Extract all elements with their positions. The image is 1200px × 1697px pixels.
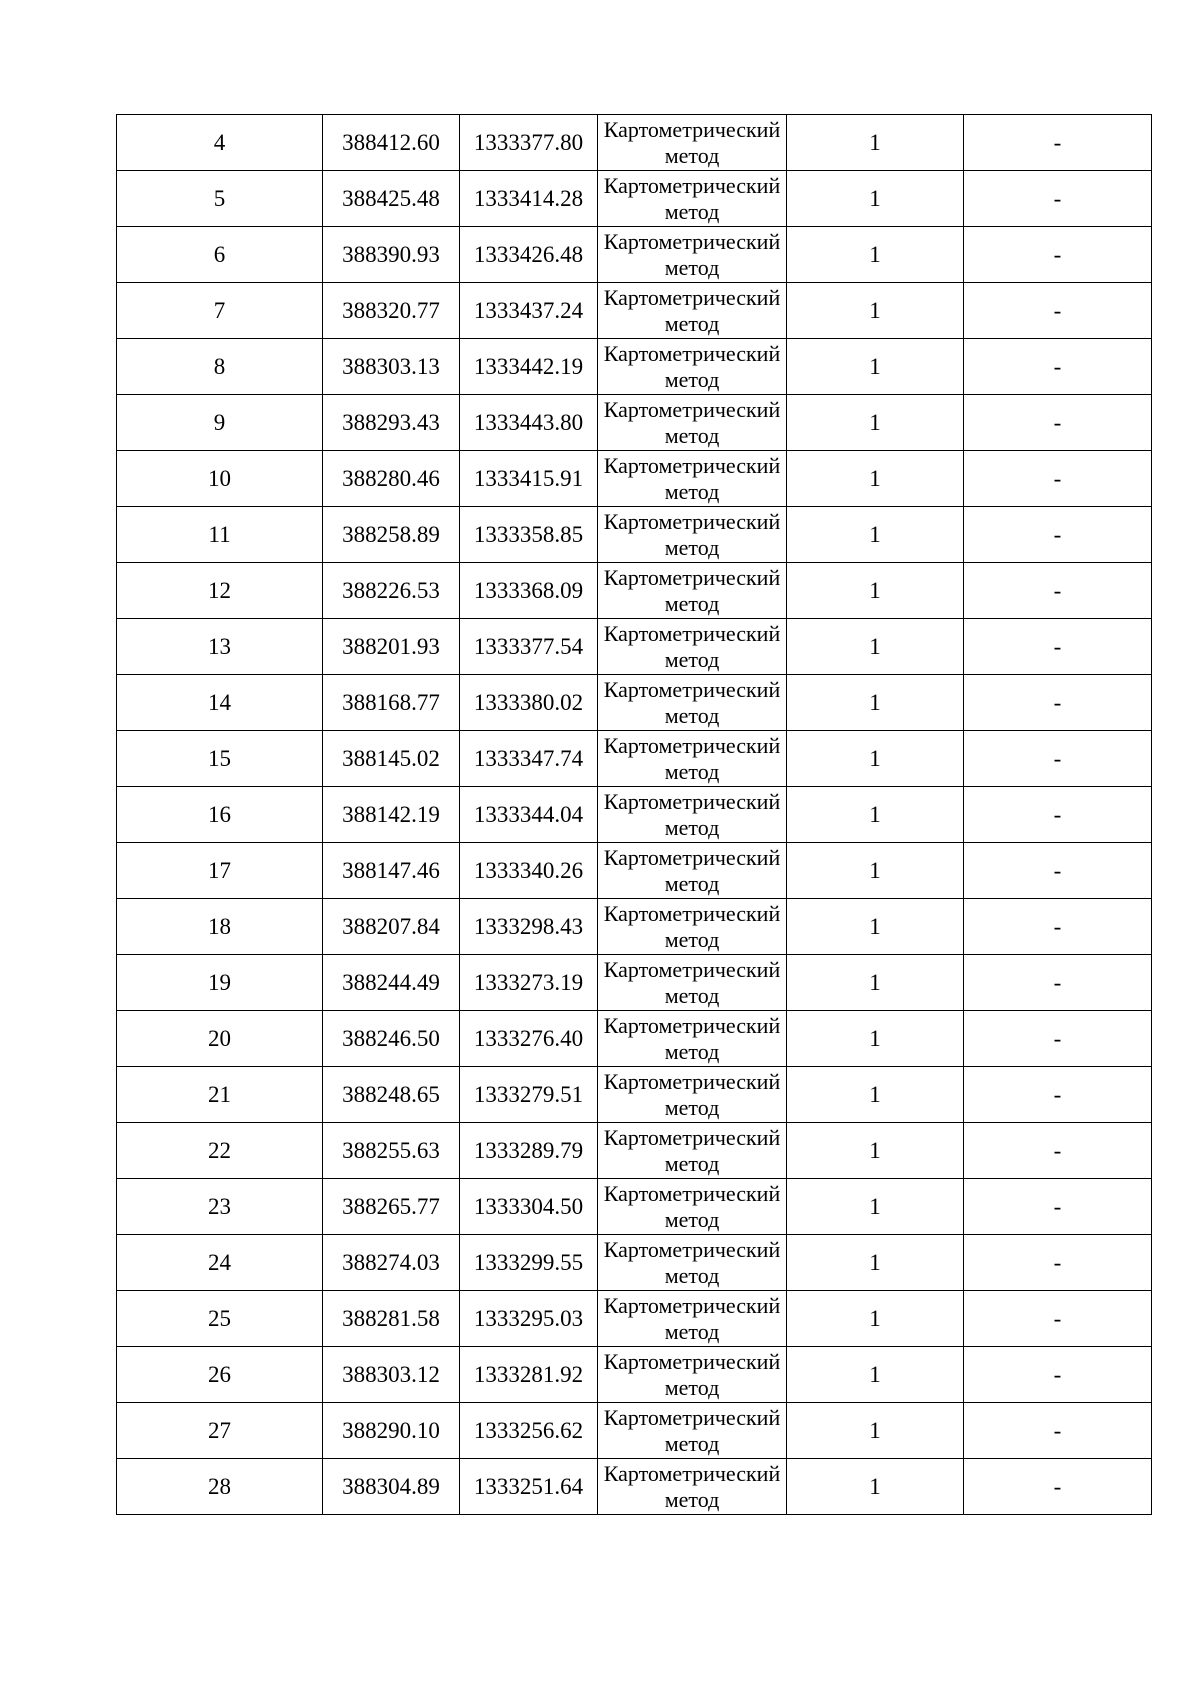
table-row (117, 395, 1152, 451)
y-coordinate-cell: 1333289.79 (460, 1123, 598, 1179)
method-cell: Картометрический метод (598, 283, 787, 339)
table-row (117, 227, 1152, 283)
x-coordinate-cell: 388265.77 (323, 1179, 460, 1235)
x-coordinate-cell: 388226.53 (323, 563, 460, 619)
note-cell: - (964, 675, 1152, 731)
method-cell: Картометрический метод (598, 171, 787, 227)
method-cell: Картометрический метод (598, 675, 787, 731)
precision-cell: 1 (787, 619, 964, 675)
x-coordinate-cell: 388201.93 (323, 619, 460, 675)
note-cell: - (964, 227, 1152, 283)
table-row (117, 451, 1152, 507)
note-cell: - (964, 619, 1152, 675)
precision-cell: 1 (787, 787, 964, 843)
y-coordinate-cell: 1333344.04 (460, 787, 598, 843)
y-coordinate-cell: 1333273.19 (460, 955, 598, 1011)
x-coordinate-cell: 388246.50 (323, 1011, 460, 1067)
method-cell: Картометрический метод (598, 1347, 787, 1403)
y-coordinate-cell: 1333377.80 (460, 115, 598, 171)
y-coordinate-cell: 1333304.50 (460, 1179, 598, 1235)
point-number-cell: 14 (117, 675, 323, 731)
method-cell: Картометрический метод (598, 1011, 787, 1067)
y-coordinate-cell: 1333426.48 (460, 227, 598, 283)
method-cell: Картометрический метод (598, 451, 787, 507)
precision-cell: 1 (787, 563, 964, 619)
x-coordinate-cell: 388303.13 (323, 339, 460, 395)
point-number-cell: 19 (117, 955, 323, 1011)
x-coordinate-cell: 388304.89 (323, 1459, 460, 1515)
point-number-cell: 5 (117, 171, 323, 227)
method-cell: Картометрический метод (598, 563, 787, 619)
x-coordinate-cell: 388274.03 (323, 1235, 460, 1291)
note-cell: - (964, 899, 1152, 955)
table-row (117, 1123, 1152, 1179)
precision-cell: 1 (787, 1347, 964, 1403)
table-row (117, 1403, 1152, 1459)
table-row (117, 731, 1152, 787)
point-number-cell: 15 (117, 731, 323, 787)
note-cell: - (964, 1067, 1152, 1123)
table-row (117, 171, 1152, 227)
table-row (117, 1179, 1152, 1235)
table-row (117, 1291, 1152, 1347)
y-coordinate-cell: 1333295.03 (460, 1291, 598, 1347)
table-row (117, 1347, 1152, 1403)
point-number-cell: 7 (117, 283, 323, 339)
point-number-cell: 16 (117, 787, 323, 843)
precision-cell: 1 (787, 1123, 964, 1179)
x-coordinate-cell: 388280.46 (323, 451, 460, 507)
table-row (117, 899, 1152, 955)
y-coordinate-cell: 1333281.92 (460, 1347, 598, 1403)
table-row (117, 1067, 1152, 1123)
table-row (117, 675, 1152, 731)
x-coordinate-cell: 388248.65 (323, 1067, 460, 1123)
note-cell: - (964, 1123, 1152, 1179)
x-coordinate-cell: 388147.46 (323, 843, 460, 899)
method-cell: Картометрический метод (598, 843, 787, 899)
note-cell: - (964, 955, 1152, 1011)
y-coordinate-cell: 1333256.62 (460, 1403, 598, 1459)
point-number-cell: 17 (117, 843, 323, 899)
note-cell: - (964, 339, 1152, 395)
y-coordinate-cell: 1333279.51 (460, 1067, 598, 1123)
method-cell: Картометрический метод (598, 731, 787, 787)
point-number-cell: 20 (117, 1011, 323, 1067)
note-cell: - (964, 787, 1152, 843)
y-coordinate-cell: 1333251.64 (460, 1459, 598, 1515)
point-number-cell: 4 (117, 115, 323, 171)
table-row (117, 283, 1152, 339)
note-cell: - (964, 1179, 1152, 1235)
method-cell: Картометрический метод (598, 1459, 787, 1515)
y-coordinate-cell: 1333299.55 (460, 1235, 598, 1291)
table-row (117, 507, 1152, 563)
method-cell: Картометрический метод (598, 1403, 787, 1459)
table-row (117, 843, 1152, 899)
table-row (117, 619, 1152, 675)
table-row (117, 1011, 1152, 1067)
method-cell: Картометрический метод (598, 1179, 787, 1235)
x-coordinate-cell: 388244.49 (323, 955, 460, 1011)
x-coordinate-cell: 388258.89 (323, 507, 460, 563)
point-number-cell: 23 (117, 1179, 323, 1235)
precision-cell: 1 (787, 171, 964, 227)
point-number-cell: 10 (117, 451, 323, 507)
table-row (117, 1235, 1152, 1291)
y-coordinate-cell: 1333442.19 (460, 339, 598, 395)
method-cell: Картометрический метод (598, 955, 787, 1011)
coordinates-table-body (117, 115, 1152, 1515)
point-number-cell: 25 (117, 1291, 323, 1347)
y-coordinate-cell: 1333340.26 (460, 843, 598, 899)
note-cell: - (964, 507, 1152, 563)
method-cell: Картометрический метод (598, 227, 787, 283)
method-cell: Картометрический метод (598, 115, 787, 171)
precision-cell: 1 (787, 899, 964, 955)
note-cell: - (964, 1403, 1152, 1459)
x-coordinate-cell: 388425.48 (323, 171, 460, 227)
note-cell: - (964, 451, 1152, 507)
precision-cell: 1 (787, 1403, 964, 1459)
precision-cell: 1 (787, 1067, 964, 1123)
x-coordinate-cell: 388390.93 (323, 227, 460, 283)
note-cell: - (964, 563, 1152, 619)
method-cell: Картометрический метод (598, 899, 787, 955)
note-cell: - (964, 1347, 1152, 1403)
point-number-cell: 21 (117, 1067, 323, 1123)
point-number-cell: 9 (117, 395, 323, 451)
method-cell: Картометрический метод (598, 619, 787, 675)
note-cell: - (964, 731, 1152, 787)
y-coordinate-cell: 1333414.28 (460, 171, 598, 227)
x-coordinate-cell: 388168.77 (323, 675, 460, 731)
point-number-cell: 11 (117, 507, 323, 563)
precision-cell: 1 (787, 1011, 964, 1067)
table-row (117, 1459, 1152, 1515)
point-number-cell: 22 (117, 1123, 323, 1179)
precision-cell: 1 (787, 675, 964, 731)
note-cell: - (964, 1011, 1152, 1067)
x-coordinate-cell: 388293.43 (323, 395, 460, 451)
x-coordinate-cell: 388142.19 (323, 787, 460, 843)
x-coordinate-cell: 388255.63 (323, 1123, 460, 1179)
method-cell: Картометрический метод (598, 507, 787, 563)
method-cell: Картометрический метод (598, 1291, 787, 1347)
x-coordinate-cell: 388412.60 (323, 115, 460, 171)
y-coordinate-cell: 1333437.24 (460, 283, 598, 339)
table-row (117, 955, 1152, 1011)
precision-cell: 1 (787, 843, 964, 899)
x-coordinate-cell: 388303.12 (323, 1347, 460, 1403)
method-cell: Картометрический метод (598, 1123, 787, 1179)
method-cell: Картометрический метод (598, 1235, 787, 1291)
precision-cell: 1 (787, 507, 964, 563)
x-coordinate-cell: 388320.77 (323, 283, 460, 339)
precision-cell: 1 (787, 115, 964, 171)
y-coordinate-cell: 1333368.09 (460, 563, 598, 619)
precision-cell: 1 (787, 339, 964, 395)
precision-cell: 1 (787, 451, 964, 507)
precision-cell: 1 (787, 1179, 964, 1235)
note-cell: - (964, 171, 1152, 227)
note-cell: - (964, 115, 1152, 171)
point-number-cell: 18 (117, 899, 323, 955)
y-coordinate-cell: 1333380.02 (460, 675, 598, 731)
method-cell: Картометрический метод (598, 787, 787, 843)
note-cell: - (964, 395, 1152, 451)
note-cell: - (964, 283, 1152, 339)
point-number-cell: 28 (117, 1459, 323, 1515)
precision-cell: 1 (787, 955, 964, 1011)
method-cell: Картометрический метод (598, 1067, 787, 1123)
point-number-cell: 24 (117, 1235, 323, 1291)
table-row (117, 787, 1152, 843)
precision-cell: 1 (787, 1459, 964, 1515)
note-cell: - (964, 1459, 1152, 1515)
x-coordinate-cell: 388145.02 (323, 731, 460, 787)
point-number-cell: 27 (117, 1403, 323, 1459)
point-number-cell: 13 (117, 619, 323, 675)
method-cell: Картометрический метод (598, 395, 787, 451)
y-coordinate-cell: 1333443.80 (460, 395, 598, 451)
point-number-cell: 26 (117, 1347, 323, 1403)
coordinates-table (116, 114, 1152, 1515)
table-row (117, 339, 1152, 395)
precision-cell: 1 (787, 395, 964, 451)
precision-cell: 1 (787, 1235, 964, 1291)
point-number-cell: 12 (117, 563, 323, 619)
point-number-cell: 6 (117, 227, 323, 283)
point-number-cell: 8 (117, 339, 323, 395)
table-row (117, 115, 1152, 171)
note-cell: - (964, 1235, 1152, 1291)
x-coordinate-cell: 388290.10 (323, 1403, 460, 1459)
table-row (117, 563, 1152, 619)
y-coordinate-cell: 1333298.43 (460, 899, 598, 955)
precision-cell: 1 (787, 227, 964, 283)
x-coordinate-cell: 388281.58 (323, 1291, 460, 1347)
note-cell: - (964, 1291, 1152, 1347)
y-coordinate-cell: 1333358.85 (460, 507, 598, 563)
y-coordinate-cell: 1333347.74 (460, 731, 598, 787)
y-coordinate-cell: 1333276.40 (460, 1011, 598, 1067)
method-cell: Картометрический метод (598, 339, 787, 395)
x-coordinate-cell: 388207.84 (323, 899, 460, 955)
precision-cell: 1 (787, 731, 964, 787)
y-coordinate-cell: 1333415.91 (460, 451, 598, 507)
precision-cell: 1 (787, 1291, 964, 1347)
y-coordinate-cell: 1333377.54 (460, 619, 598, 675)
precision-cell: 1 (787, 283, 964, 339)
note-cell: - (964, 843, 1152, 899)
